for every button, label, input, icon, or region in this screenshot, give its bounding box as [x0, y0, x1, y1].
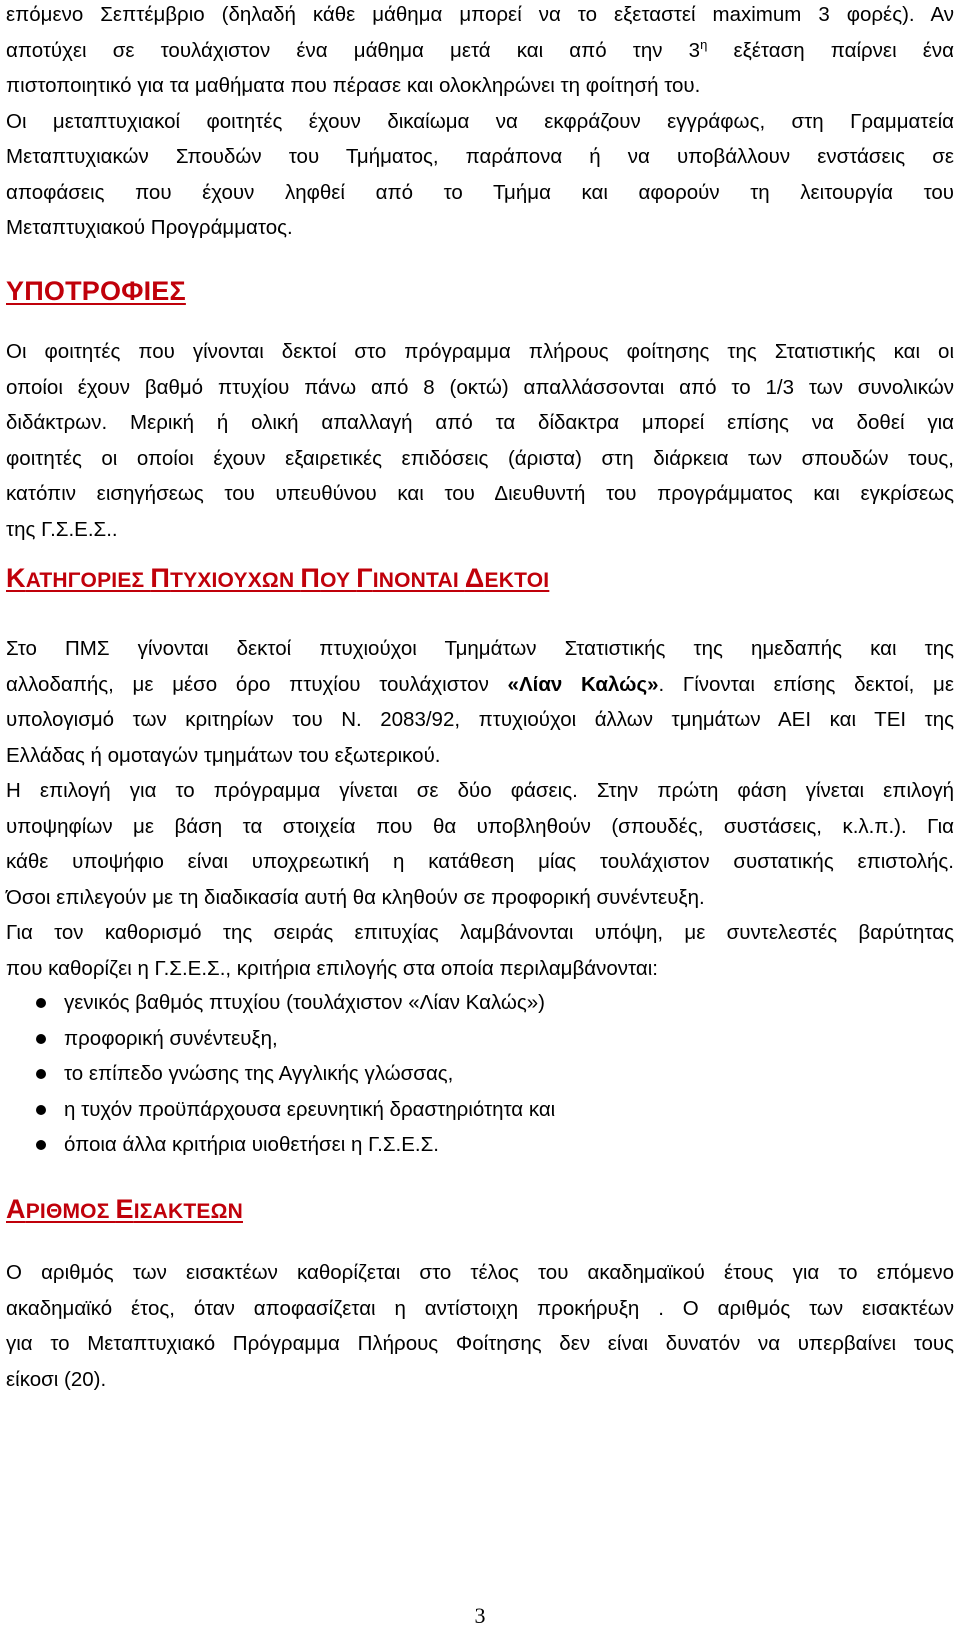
- text-line: Οι φοιτητές που γίνονται δεκτοί στο πρόγραμμα πλήρους φοίτησης της Στατιστικής και οι: [6, 340, 954, 363]
- text-line: Για τον καθορισμό της σειράς επιτυχίας λαμβάνονται υπόψη, με συντελεστές βαρύτητας: [6, 921, 954, 944]
- admissions-paragraph: [6, 1255, 954, 1397]
- text-line: είκοσι (20).: [6, 1367, 107, 1391]
- bold-grade: «Λίαν Καλώς»: [507, 672, 659, 696]
- scholarships-paragraph: [6, 334, 954, 547]
- text-line: φοιτητές οι οποίοι έχουν εξαιρετικές επιδόσεις (άριστα) στη διάρκεια των σπουδών τους,: [6, 446, 954, 470]
- heading-admitted-graduates: ΚΑΤΗΓΟΡΙΕΣ ΠΤΥΧΙΟΥΧΩΝ ΠΟΥ ΓΙΝΟΝΤΑΙ ΔΕΚΤΟΙ: [6, 563, 550, 593]
- text-line: επόμενο Σεπτέμβριο (δηλαδή κάθε μάθημα μπορεί να το εξεταστεί maximum 3 φορές). Αν: [6, 3, 954, 26]
- bullet-icon: [36, 1069, 46, 1079]
- list-item: γενικός βαθμός πτυχίου (τουλάχιστον «Λίαν Καλώς»): [6, 985, 954, 1021]
- text-line: αποτύχει σε τουλάχιστον ένα μάθημα μετά και από την $3^\eta$ εξέταση παίρνει ένα: [6, 36, 954, 62]
- text-line: αλλοδαπής, με μέσο όρο πτυχίου τουλάχιστον «Λίαν Καλώς». Γίνονται επίσης δεκτοί, με: [6, 672, 954, 696]
- criteria-list: [6, 985, 954, 1163]
- text-line: Μεταπτυχιακών Σπουδών του Τμήματος, παράπονα ή να υποβάλλουν ενστάσεις σε: [6, 145, 954, 168]
- heading-number-admitted: ΑΡΙΘΜΟΣ ΕΙΣΑΚΤΕΩΝ: [6, 1194, 243, 1224]
- text-line: υποψηφίων με βάση τα στοιχεία που θα υποβληθούν (σπουδές, συστάσεις, κ.λ.π.). Για: [6, 814, 954, 838]
- text-line: της Γ.Σ.Ε.Σ..: [6, 517, 118, 541]
- bullet-icon: [36, 998, 46, 1008]
- text-line: κατόπιν εισηγήσεως του υπευθύνου και του Διευθυντή του προγράμματος και εγκρίσεως: [6, 482, 954, 505]
- list-item: το επίπεδο γνώσης της Αγγλικής γλώσσας,: [6, 1056, 954, 1092]
- categories-paragraph-1: [6, 631, 954, 773]
- bullet-icon: [36, 1105, 46, 1115]
- text-line: οποίοι έχουν βαθμό πτυχίου πάνω από 8 (οκτώ) απαλλάσσονται από το 1/3 των συνολικών: [6, 375, 954, 399]
- text-line: Όσοι επιλεγούν με τη διαδικασία αυτή θα κληθούν σε προφορική συνέντευξη.: [6, 885, 705, 909]
- categories-paragraph-2: [6, 773, 954, 986]
- page-number: 3: [474, 1603, 486, 1628]
- list-item: η τυχόν προϋπάρχουσα ερευνητική δραστηριότητα και: [6, 1092, 954, 1128]
- bullet-icon: [36, 1034, 46, 1044]
- text-line: Ο αριθμός των εισακτέων καθορίζεται στο τέλος του ακαδημαϊκού έτους για το επόμενο: [6, 1261, 954, 1284]
- list-item: όποια άλλα κριτήρια υιοθετήσει η Γ.Σ.Ε.Σ.: [6, 1127, 954, 1163]
- heading-scholarships: ΥΠΟΤΡΟΦΙΕΣ: [6, 276, 186, 306]
- intro-paragraph: [6, 0, 954, 246]
- text-line: Ελλάδας ή ομοταγών τμημάτων του εξωτερικού.: [6, 743, 441, 767]
- text-line: Στο ΠΜΣ γίνονται δεκτοί πτυχιούχοι Τμημάτων Στατιστικής της ημεδαπής και της: [6, 637, 954, 660]
- text-line: για το Μεταπτυχιακό Πρόγραμμα Πλήρους Φοίτησης δεν είναι δυνατόν να υπερβαίνει τους: [6, 1332, 954, 1355]
- list-item: προφορική συνέντευξη,: [6, 1021, 954, 1057]
- text-line: διδάκτρων. Μερική ή ολική απαλλαγή από τα δίδακτρα μπορεί επίσης να δοθεί για: [6, 411, 954, 434]
- text-line: αποφάσεις που έχουν ληφθεί από το Τμήμα και αφορούν τη λειτουργία του: [6, 180, 954, 204]
- text-line: Μεταπτυχιακού Προγράμματος.: [6, 216, 293, 239]
- text-line: Οι μεταπτυχιακοί φοιτητές έχουν δικαίωμα να εκφράζουν εγγράφως, στη Γραμματεία: [6, 109, 954, 133]
- bullet-icon: [36, 1140, 46, 1150]
- text-line: υπολογισμό των κριτηρίων του Ν. 2083/92, πτυχιούχοι άλλων τμημάτων ΑΕΙ και ΤΕΙ της: [6, 708, 954, 731]
- text-line: ακαδημαϊκό έτος, όταν αποφασίζεται η αντίστοιχη προκήρυξη . Ο αριθμός των εισακτέων: [6, 1296, 954, 1320]
- text-line: κάθε υποψήφιο είναι υποχρεωτική η κατάθεση μίας τουλάχιστον συστατικής επιστολής.: [6, 850, 954, 873]
- text-line: πιστοποιητικό για τα μαθήματα που πέρασε και ολοκληρώνει τη φοίτησή του.: [6, 74, 701, 97]
- text-line: που καθορίζει η Γ.Σ.Ε.Σ., κριτήρια επιλογής στα οποία περιλαμβάνονται:: [6, 956, 658, 980]
- superscript: η: [700, 36, 708, 52]
- text-line: Η επιλογή για το πρόγραμμα γίνεται σε δύο φάσεις. Στην πρώτη φάση γίνεται επιλογή: [6, 779, 954, 802]
